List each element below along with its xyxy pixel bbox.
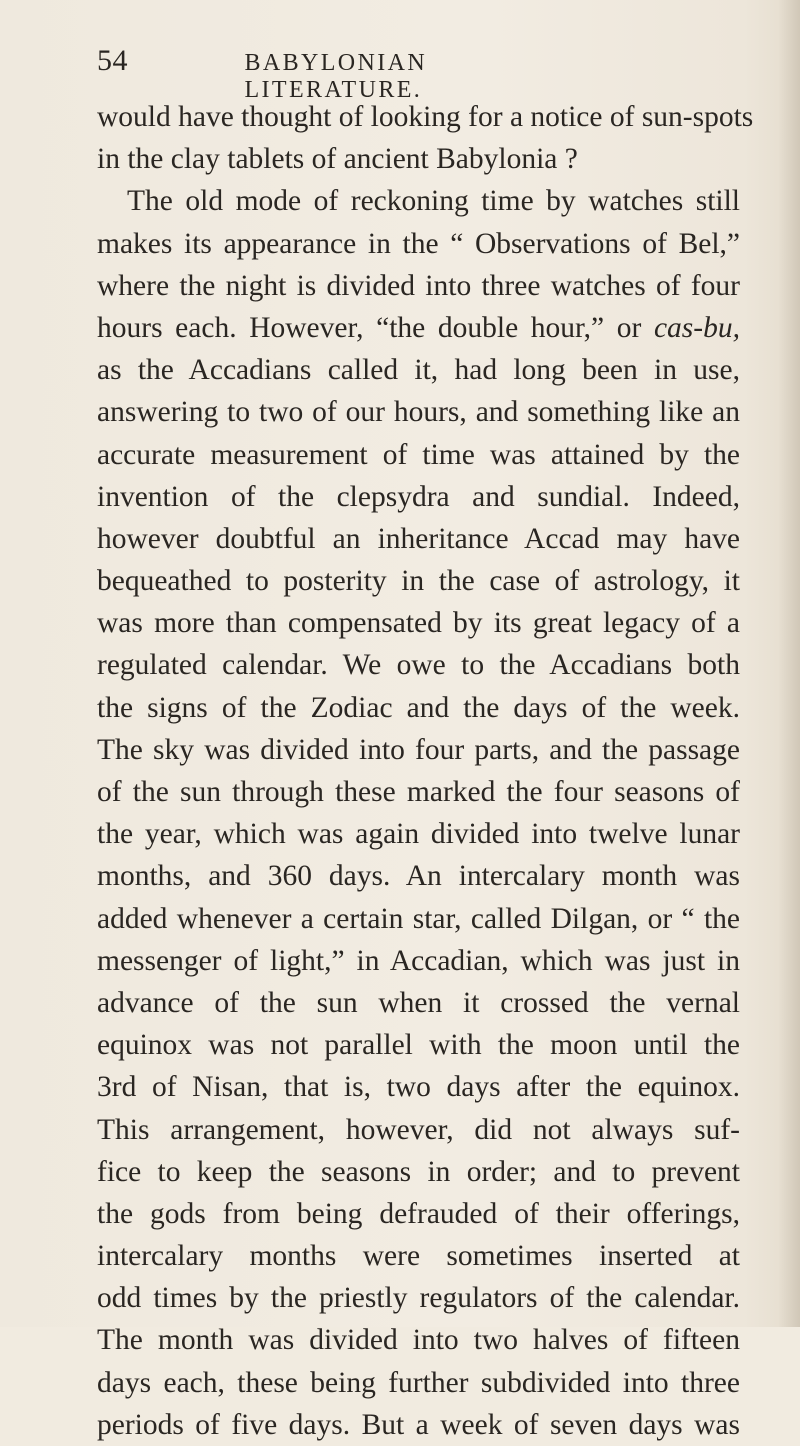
text-line: in the clay tablets of ancient Babylonia ? xyxy=(97,143,578,176)
text-line: the year, which was again divided into twelve lunar xyxy=(97,818,740,851)
text-line: invention of the clepsydra and sundial. Indeed, xyxy=(97,480,740,513)
text-line: as the Accadians called it, had long been in use, xyxy=(97,354,740,387)
text-line: advance of the sun when it crossed the vernal xyxy=(97,986,740,1019)
text-line: would have thought of looking for a notice of sun-spots xyxy=(97,101,754,133)
text-line: The old mode of reckoning time by watches still xyxy=(127,185,740,218)
text-line: added whenever a certain star, called Dilgan, or “ the xyxy=(97,902,740,935)
running-head xyxy=(97,44,567,103)
body-text xyxy=(97,96,754,1446)
text-line: bequeathed to posterity in the case of astrology, it xyxy=(97,565,740,598)
text-line: The month was divided into two halves of fifteen xyxy=(97,1324,740,1357)
text-line: intercalary months were sometimes inserted at xyxy=(97,1240,740,1273)
text-line: messenger of light,” in Accadian, which was just in xyxy=(97,944,740,977)
text-line: of the sun through these marked the four seasons of xyxy=(97,776,740,808)
running-title: BABYLONIAN LITERATURE. xyxy=(244,50,428,103)
text-line: however doubtful an inheritance Accad may have xyxy=(97,522,740,555)
text-line: The sky was divided into four parts, and the passage xyxy=(97,733,740,766)
page-number: 54 xyxy=(97,44,128,77)
text-line-segment: hours each. However, “the double hour,” or xyxy=(97,311,642,344)
text-line: the signs of the Zodiac and the days of the week. xyxy=(97,691,740,724)
text-line: fice to keep the seasons in order; and to prevent xyxy=(97,1155,740,1188)
text-line: where the night is divided into three watches of four xyxy=(97,269,740,302)
text-line: months, and 360 days. An intercalary month was xyxy=(97,860,740,893)
text-line: equinox was not parallel with the moon until the xyxy=(97,1029,740,1062)
text-line: accurate measurement of time was attained by the xyxy=(97,438,740,471)
text-line: days each, these being further subdivided into three xyxy=(97,1366,740,1399)
text-line: 3rd of Nisan, that is, two days after the equinox. xyxy=(97,1071,740,1104)
text-line: was more than compensated by its great legacy of a xyxy=(97,607,740,640)
text-line: odd times by the priestly regulators of the calendar. xyxy=(97,1282,740,1315)
text-line xyxy=(97,307,740,349)
text-line: regulated calendar. We owe to the Accadians both xyxy=(97,649,740,682)
italic-term: cas-bu, xyxy=(653,311,740,344)
text-line: answering to two of our hours, and something like an xyxy=(97,396,740,429)
page-edge-shadow xyxy=(778,0,800,1327)
text-line: makes its appearance in the “ Observations of Bel,” xyxy=(97,227,740,260)
text-line: This arrangement, however, did not always suf- xyxy=(97,1113,740,1146)
text-line: the gods from being defrauded of their offerings, xyxy=(97,1197,740,1230)
text-line: periods of five days. But a week of seven days was xyxy=(97,1408,740,1441)
